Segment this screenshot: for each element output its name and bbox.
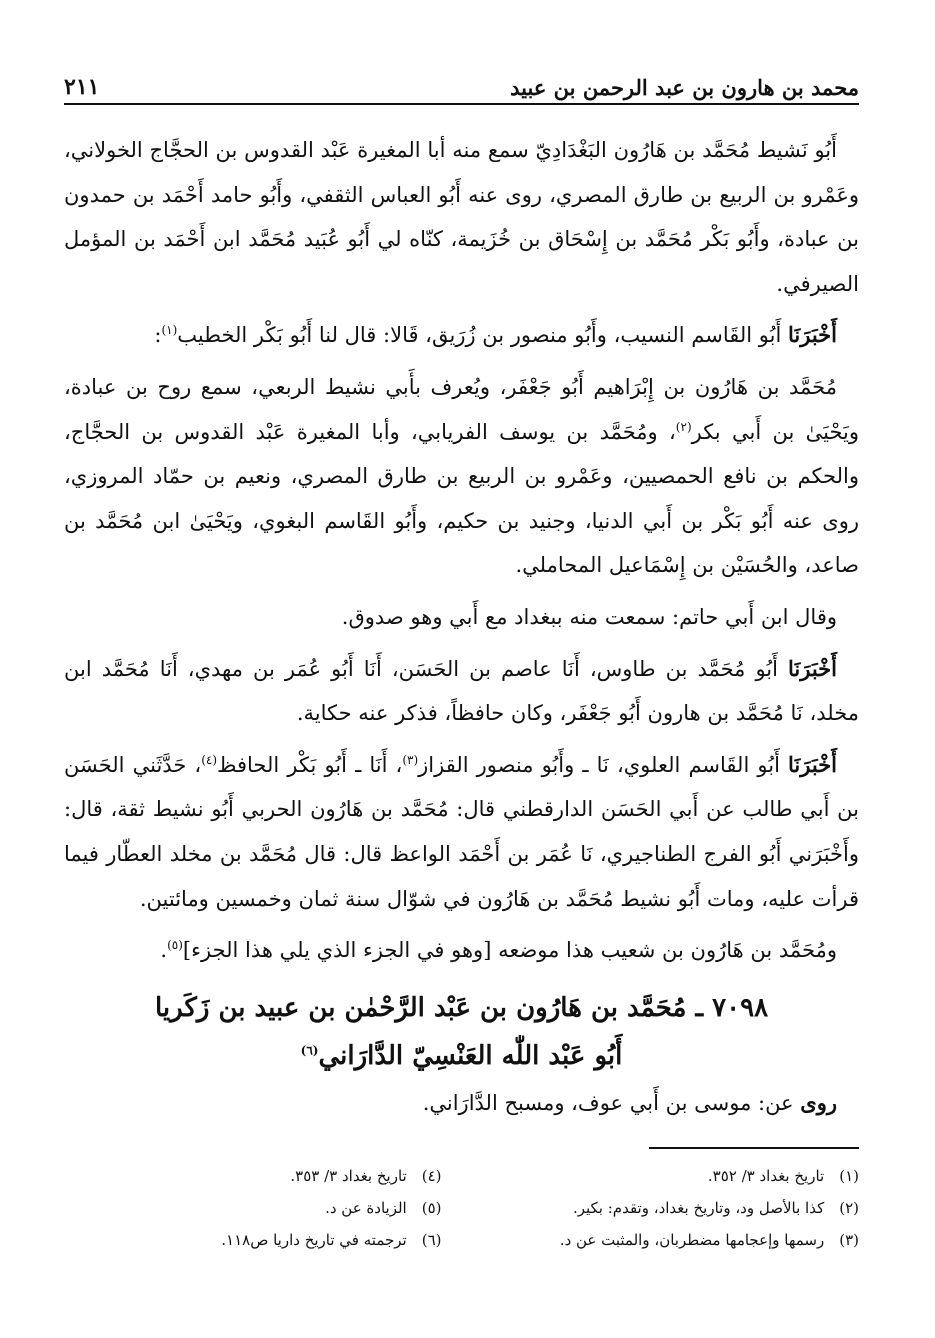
footnote-ref-5[interactable]: (٥) [167, 938, 183, 953]
rawa-text: عن: موسى بن أَبي عوف، ومسبح الدَّارَاني. [422, 1090, 801, 1115]
footnote-text: تاريخ بغداد ٣/ ٣٥٣. [290, 1167, 407, 1185]
footnote-number: (٦) [421, 1231, 442, 1249]
footnote-rule [649, 1147, 859, 1149]
footnote-ref-4[interactable]: (٤) [201, 752, 218, 767]
paragraph-2 [64, 313, 859, 358]
paragraph-6-text-c: ، حَدَّثَني الحَسَن بن أَبي طالب عن أَبي الحَسَن الدارقطني قال: مُحَمَّد بن هَارُون الحربي أَبُو نشيط ثقة، قال: وأَخْبَرَني أَبُو الفرج الطناجيري، نَا عُمَر بن أَحْمَد الواعظ قال: قال مُحَمَّد بن مخلد العطّار فيما قرأت عليه، ومات أَبُو نشيط مُحَمَّد بن هَارُون في شوّال سنة ثمان وخمسين ومائتين. [64, 752, 859, 911]
page-number: ٢١١ [64, 74, 100, 100]
entry-title: ٧٠٩٨ ـ مُحَمَّد بن هَارُون بن عَبْد الرَّحْمٰن بن عبيد بن زَكَريا [154, 992, 769, 1023]
footnote-number: (١) [839, 1167, 859, 1185]
akhbarana-keyword: أَخْبَرَنَا [788, 751, 838, 777]
paragraph-7-end: . [160, 938, 168, 963]
footnote-ref-2[interactable]: (٢) [675, 419, 692, 434]
footnote-ref-1[interactable]: (١) [161, 323, 178, 338]
paragraph-5 [64, 647, 859, 736]
footnote-ref-3[interactable]: (٣) [402, 752, 419, 767]
footnote-ref-6[interactable]: (٦) [300, 1043, 319, 1058]
main-text [64, 128, 859, 1132]
footnote-6 [64, 1224, 442, 1256]
paragraph-4: وقال ابن أَبي حاتم: سمعت منه ببغداد مع أَبي وهو صدوق. [341, 604, 837, 629]
akhbarana-keyword: أَخْبَرَنَا [788, 322, 837, 348]
rawa-keyword: روى [800, 1089, 837, 1115]
paragraph-3-text-b: ، ومُحَمَّد بن يوسف الفريابي، وأبا المغيرة عَبْد القدوس بن الحجَّاج، والحكم بن نافع الحمصيين، وعَمْرو بن الربيع بن طارق المصري، ونعيم بن حمّاد المروزي، روى عنه أَبُو بَكْر بن أَبي الدنيا، وجنيد بن حكيم، وأَبُو القَاسم البغوي، ويَحْيَىٰ ابن مُحَمَّد بن صاعد، والحُسَيْن بن إِسْمَاعيل المحاملي. [64, 419, 859, 578]
footnote-2 [482, 1192, 860, 1224]
entry-subtitle [64, 1033, 859, 1079]
running-header [64, 60, 859, 100]
footnote-4 [64, 1160, 442, 1192]
paragraph-3-text-a: مُحَمَّد بن هَارُون بن إِبْرَاهيم أَبُو جَعْفَر، ويُعرف بأَبي نشيط الربعي، سمع روح بن عبادة، ويَحْيَىٰ بن أَبي بكر [64, 374, 859, 444]
footnote-number: (٣) [839, 1231, 859, 1249]
paragraph-6-text-a: أَبُو القَاسم العلوي، نَا ـ وأَبُو منصور القزاز [418, 752, 789, 777]
footnotes-right-column [482, 1160, 860, 1256]
footnote-3 [482, 1224, 860, 1256]
paragraph-2-end: : [154, 323, 162, 348]
footnotes [64, 1160, 859, 1256]
footnote-number: (٤) [421, 1167, 442, 1185]
paragraph-1: أَبُو نَشيط مُحَمَّد بن هَارُون البَغْدَادِيّ سمع منه أبا المغيرة عَبْد القدوس بن الحجَّاج الخولاني، وعَمْرو بن الربيع بن طارق المصري، روى عنه أَبُو العباس الثقفي، وأَبُو حامد أَحْمَد بن حمدون بن عبادة، وأَبُو بَكْر مُحَمَّد بن إِسْحَاق بن خُزَيمة، كنّاه لي أَبُو عُبَيد مُحَمَّد ابن أَحْمَد بن المؤمل الصيرفي. [64, 138, 860, 296]
footnote-text: ترجمته في تاريخ داريا ص١١٨. [221, 1231, 407, 1249]
footnotes-left-column [64, 1160, 442, 1256]
footnote-number: (٥) [421, 1199, 442, 1217]
header-rule [64, 103, 859, 105]
footnote-text: تاريخ بغداد ٣/ ٣٥٢. [707, 1167, 825, 1185]
rawa-line [64, 1081, 859, 1126]
entry-subtitle-text: أَبُو عَبْد اللّٰه العَنْسِيّ الدَّارَاني [318, 1040, 623, 1071]
paragraph-7 [64, 928, 859, 973]
paragraph-3 [64, 365, 859, 588]
akhbarana-keyword: أَخْبَرَنَا [788, 655, 837, 681]
header-title: محمد بن هارون بن عبد الرحمن بن عبيد [510, 75, 859, 100]
paragraph-6-text-b: ، أَنَا ـ أَبُو بَكْر الحافظ [217, 752, 403, 777]
footnote-5 [64, 1192, 442, 1224]
footnote-text: الزيادة عن د. [325, 1199, 407, 1217]
footnote-text: رسمها وإعجامها مضطربان، والمثبت عن د. [559, 1231, 825, 1249]
footnote-text: كذا بالأصل ود، وتاريخ بغداد، وتقدم: بكير. [572, 1199, 825, 1217]
paragraph-6 [64, 743, 859, 921]
paragraph-5-text: أَبُو مُحَمَّد بن طاوس، أَنَا عاصم بن الحَسَن، أَنَا أَبُو عُمَر بن مهدي، أَنَا مُحَمَّد ابن مخلد، نَا مُحَمَّد بن هارون أَبُو جَعْفَر، وكان حافظاً، فذكر عنه حكاية. [64, 656, 859, 726]
paragraph-2-text: أَبُو القَاسم النسيب، وأَبُو منصور بن زُرَيق، قَالا: قال لنا أَبُو بَكْر الخطيب [177, 323, 789, 348]
paragraph-7-text: ومُحَمَّد بن هَارُون بن شعيب هذا موضعه [وهو في الجزء الذي يلي هذا الجزء] [182, 938, 837, 963]
footnote-1 [482, 1160, 860, 1192]
footnote-number: (٢) [839, 1199, 859, 1217]
